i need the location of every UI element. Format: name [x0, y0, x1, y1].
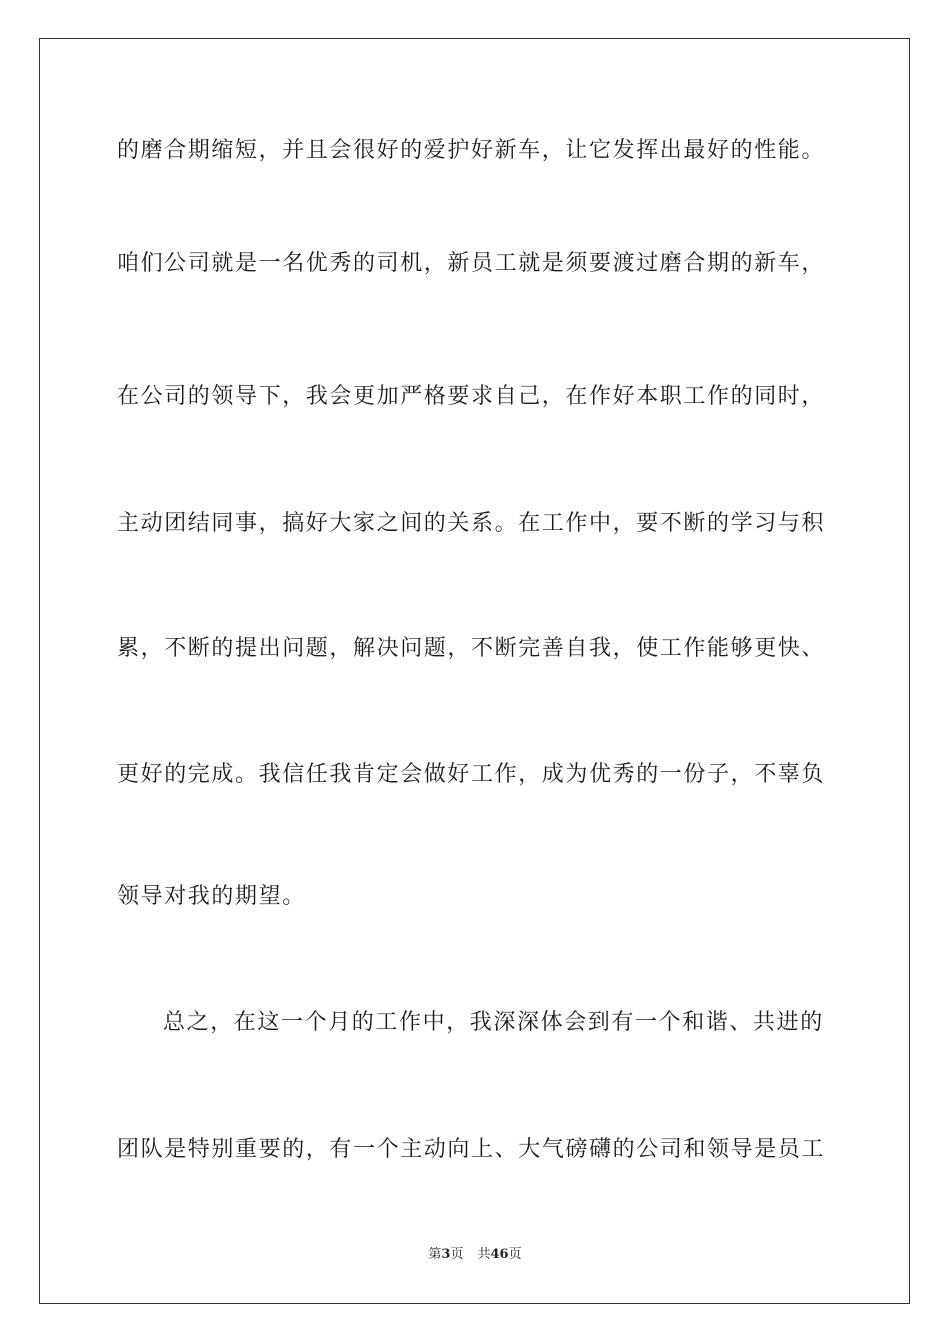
text-line-5: 累，不断的提出问题，解决问题，不断完善自我，使工作能够更快、: [117, 636, 826, 661]
text-line-2: 咱们公司就是一名优秀的司机，新员工就是须要渡过磨合期的新车，: [117, 251, 826, 276]
page-border: [39, 38, 910, 1304]
text-line-3: 在公司的领导下，我会更加严格要求自己，在作好本职工作的同时，: [117, 384, 826, 409]
text-line-6: 更好的完成。我信任我肯定会做好工作，成为优秀的一份子，不辜负: [117, 762, 826, 787]
total-pages: 46: [490, 1247, 509, 1262]
total-prefix: 共: [477, 1247, 491, 1262]
page-footer: [0, 1246, 950, 1264]
text-line-1: 的磨合期缩短，并且会很好的爱护好新车，让它发挥出最好的性能。: [117, 138, 826, 163]
page-suffix: 页: [450, 1247, 464, 1262]
page-number: 3: [441, 1247, 451, 1262]
text-line-7: 领导对我的期望。: [117, 884, 306, 909]
total-suffix: 页: [508, 1247, 522, 1262]
text-line-9: 团队是特别重要的，有一个主动向上、大气磅礴的公司和领导是员工: [117, 1137, 826, 1162]
paragraph-start-line: 总之，在这一个月的工作中，我深深体会到有一个和谐、共进的: [163, 1010, 824, 1035]
text-line-4: 主动团结同事，搞好大家之间的关系。在工作中，要不断的学习与积: [117, 511, 826, 536]
page-prefix: 第: [428, 1247, 442, 1262]
